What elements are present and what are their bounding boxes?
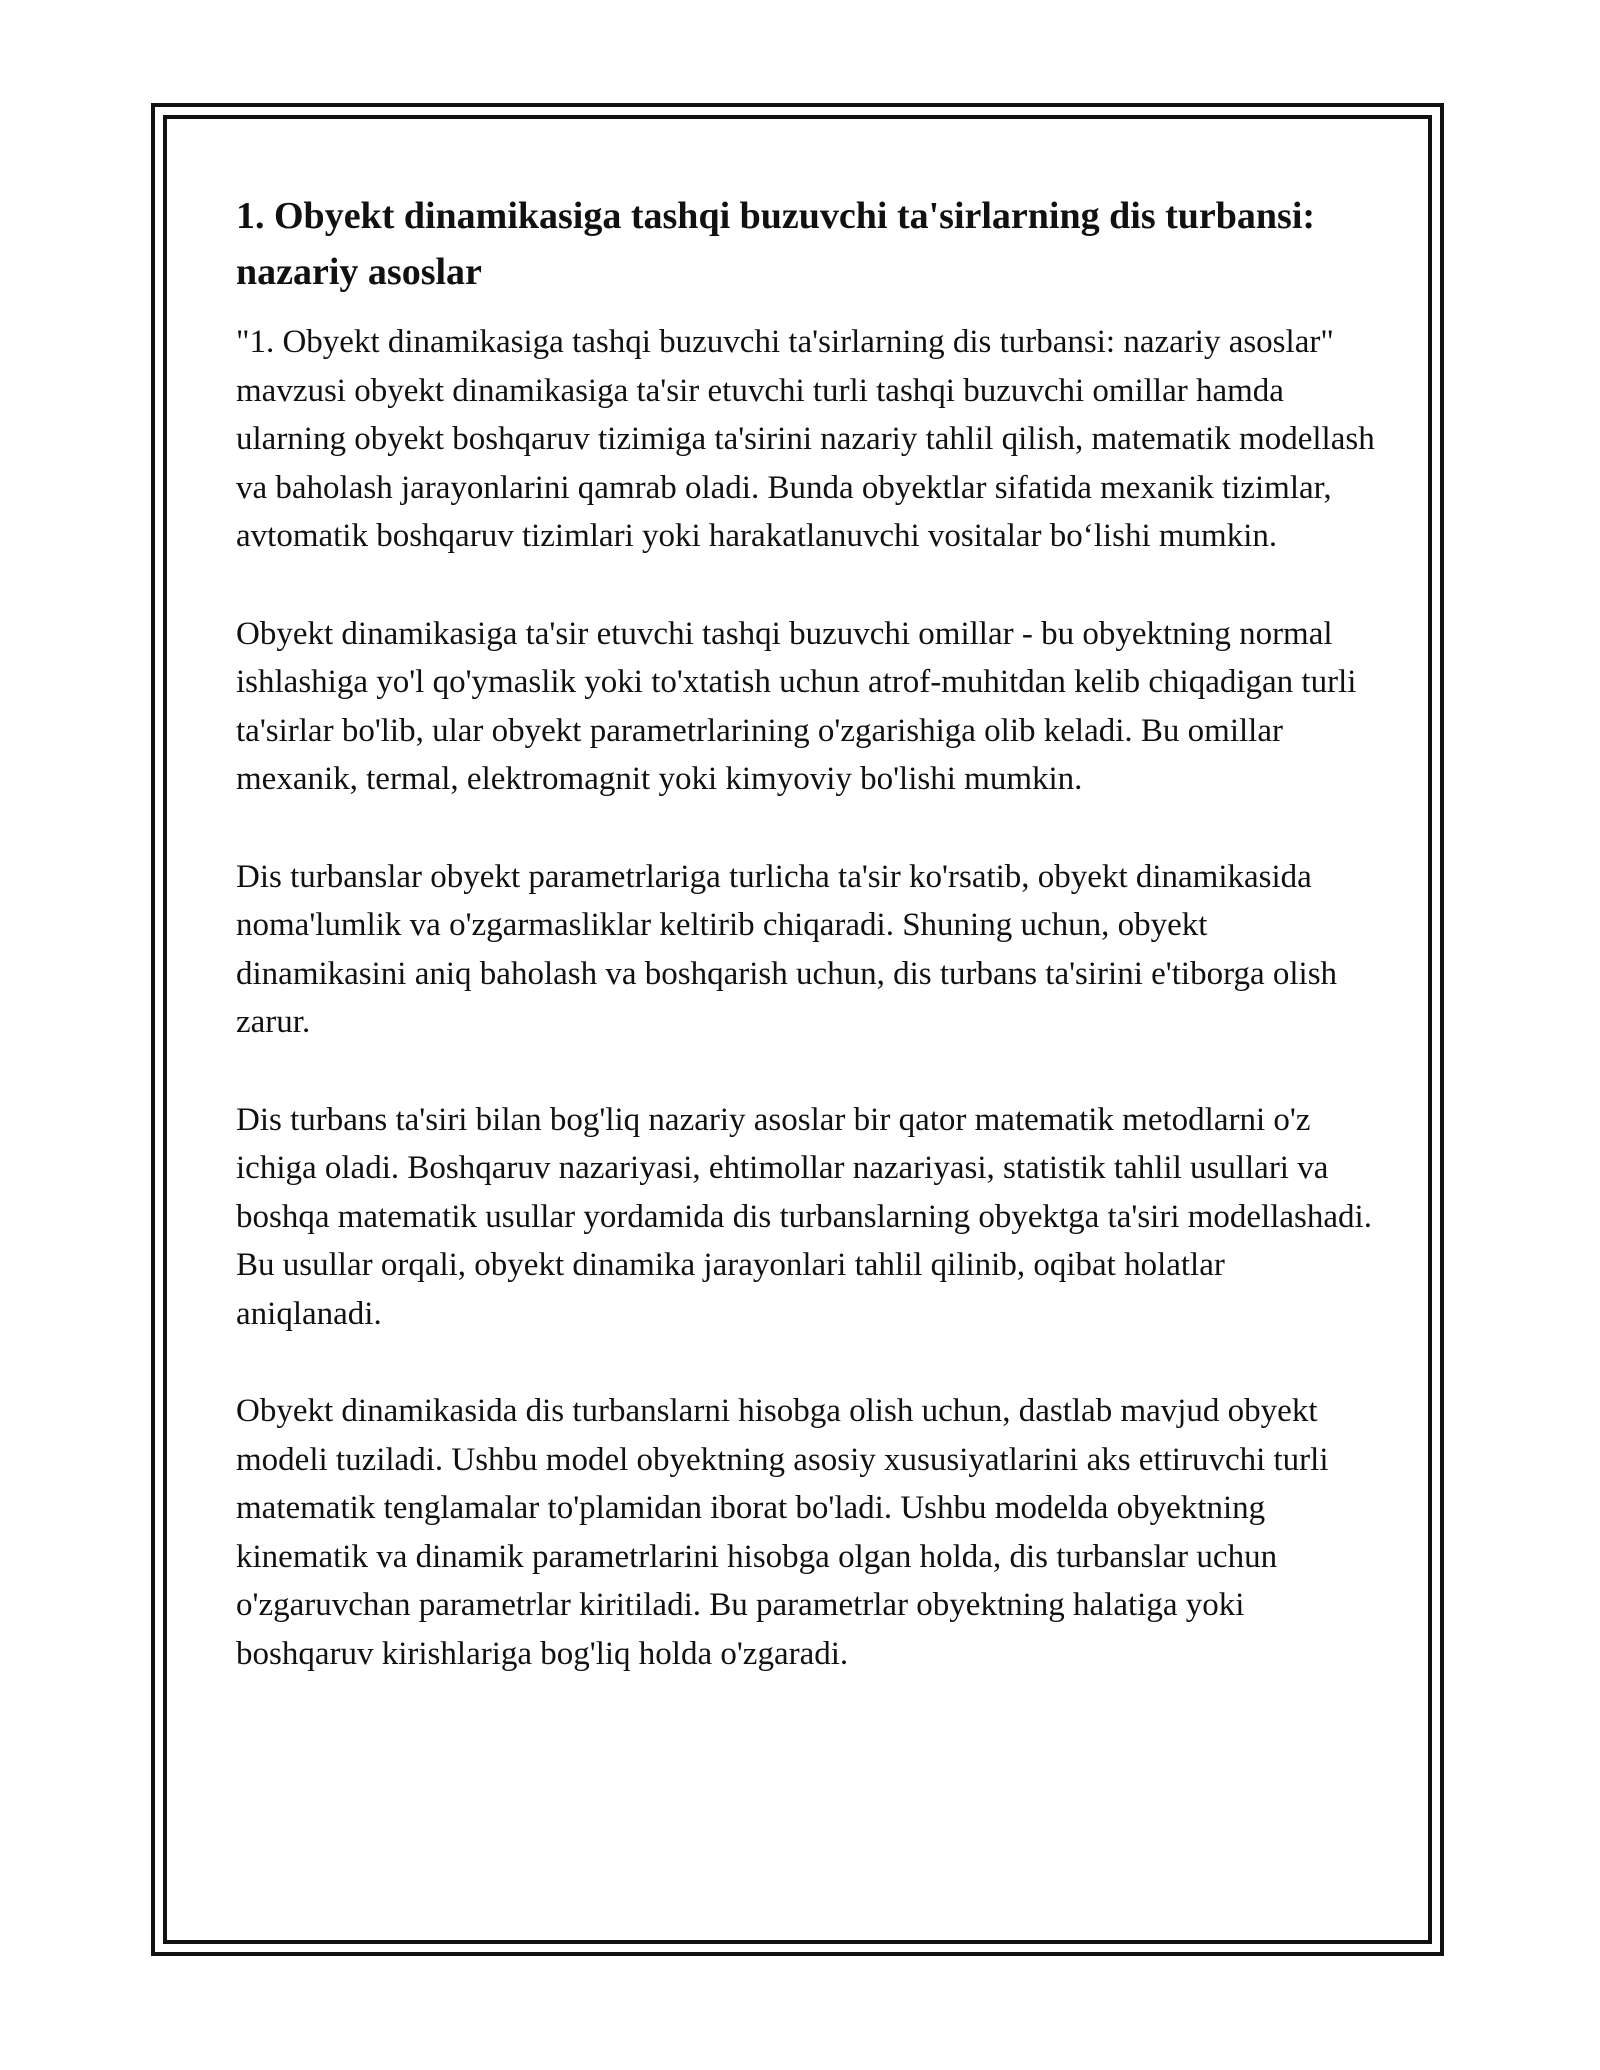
paragraph-2: Obyekt dinamikasiga ta'sir etuvchi tashqi buzuvchi omillar - bu obyektning normal ishlashiga yo'l qo'ymaslik yoki to'xtatish uchun atrof-muhitdan kelib chiqadigan turli ta'sirlar bo'lib, ular obyekt parametrlarining o'zgarishiga olib keladi. Bu omillar mexanik, termal, elektromagnit yoki kimyoviy bo'lishi mumkin.: [236, 615, 1357, 797]
paragraph-1: "1. Obyekt dinamikasiga tashqi buzuvchi ta'sirlarning dis turbansi: nazariy asoslar" mavzusi obyekt dinamikasiga ta'sir etuvchi turli tashqi buzuvchi omillar hamda ularning obyekt boshqaruv tizimiga ta'sirini nazariy tahlil qilish, matematik modellash va baholash jarayonlarini qamrab oladi. Bunda obyektlar sifatida mexanik tizimlar, avtomatik boshqaruv tizimlari yoki harakatlanuvchi vositalar bo‘lishi mumkin.: [236, 324, 1375, 554]
section-heading: 1. Obyekt dinamikasiga tashqi buzuvchi ta'sirlarning dis turbansi: nazariy asoslar: [236, 195, 1316, 293]
paragraph-4: Dis turbans ta'siri bilan bog'liq nazariy asoslar bir qator matematik metodlarni o'z ichiga oladi. Boshqaruv nazariyasi, ehtimollar nazariyasi, statistik tahlil usullari va boshqa matematik usullar yordamida dis turbanslarning obyektga ta'siri modellashadi. Bu usullar orqali, obyekt dinamika jarayonlari tahlil qilinib, oqibat holatlar aniqlanadi.: [236, 1101, 1372, 1332]
paragraph-3: Dis turbanslar obyekt parametrlariga turlicha ta'sir ko'rsatib, obyekt dinamikasida noma'lumlik va o'zgarmasliklar keltirib chiqaradi. Shuning uchun, obyekt dinamikasini aniq baholash va boshqarish uchun, dis turbans ta'sirini e'tiborga olish zarur.: [236, 858, 1338, 1040]
paragraph-5: Obyekt dinamikasida dis turbanslarni hisobga olish uchun, dastlab mavjud obyekt modeli tuziladi. Ushbu model obyektning asosiy xususiyatlarini aks ettiruvchi turli matematik tenglamalar to'plamidan iborat bo'ladi. Ushbu modelda obyektning kinematik va dinamik parametrlarini hisobga olgan holda, dis turbanslar uchun o'zgaruvchan parametrlar kiritiladi. Bu parametrlar obyektning halatiga yoki boshqaruv kirishlariga bog'liq holda o'zgaradi.: [236, 1393, 1329, 1672]
document-body: [236, 188, 1376, 1727]
